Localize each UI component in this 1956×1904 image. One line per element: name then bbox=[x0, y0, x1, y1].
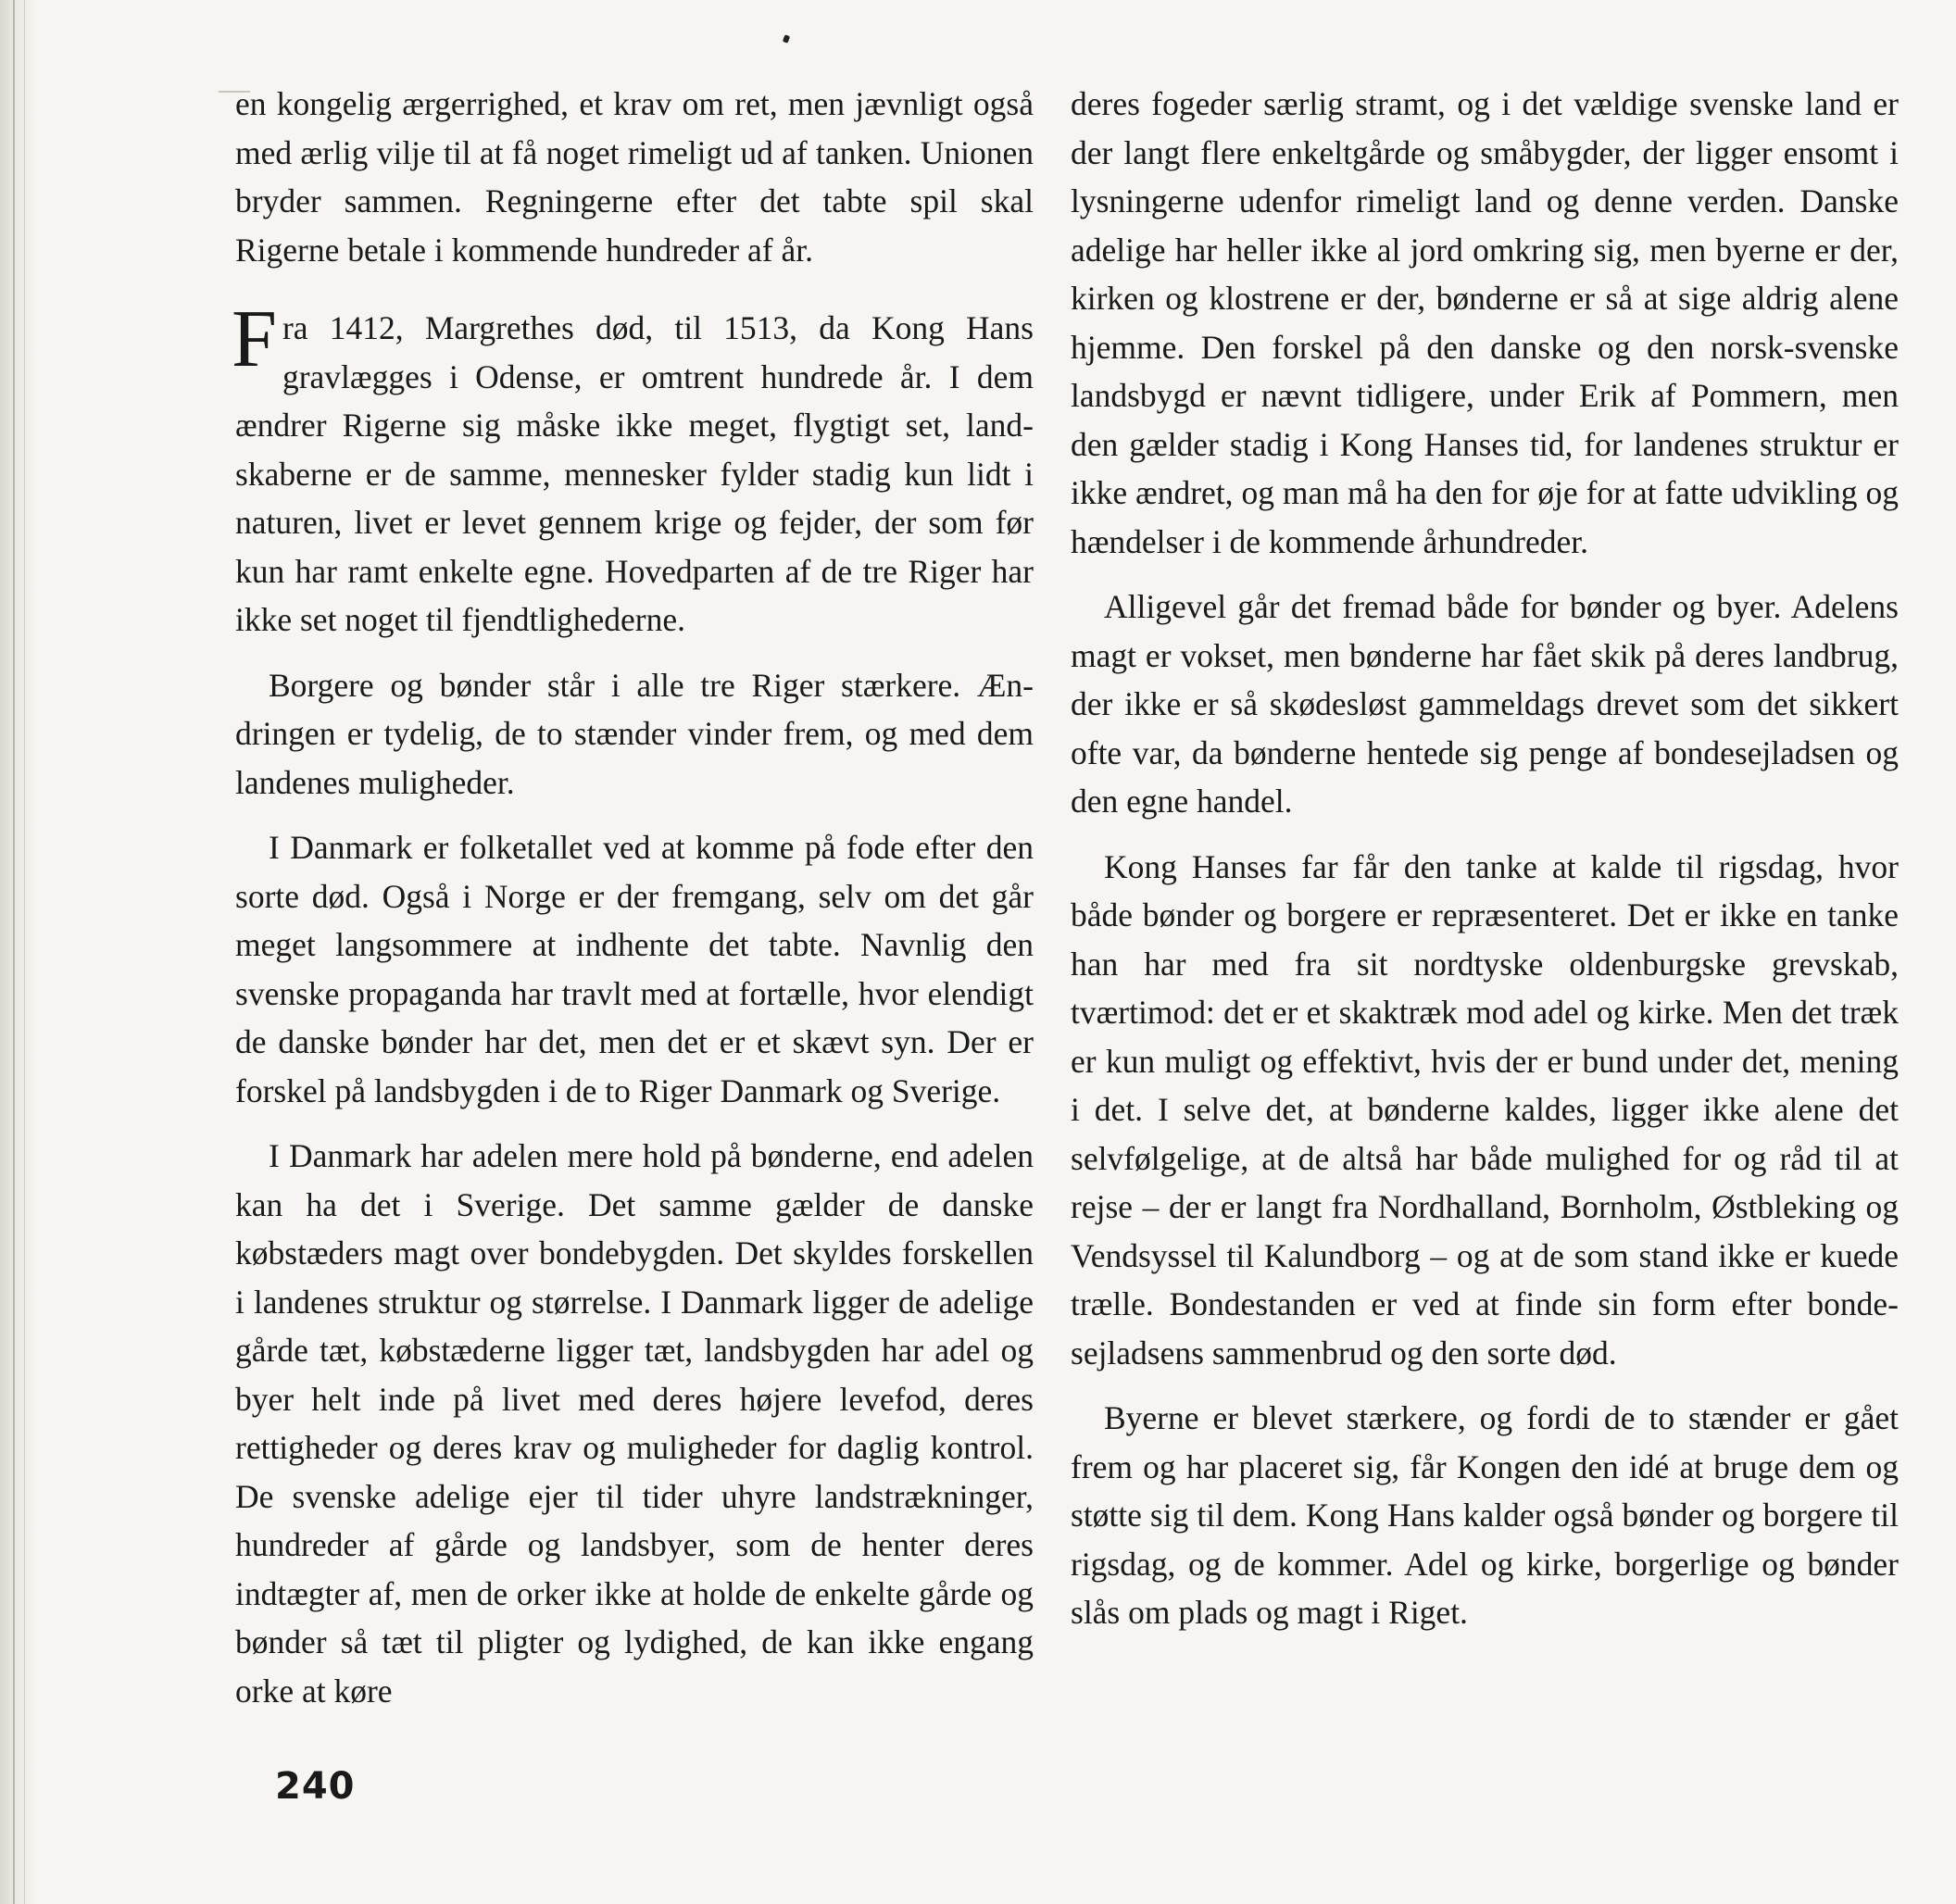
paragraph-right-3: Kong Hanses far får den tanke at kalde til rigsdag, hvor både bønder og borgere er repræsenteret. Det er ikke en tanke han har med fra sit nordtyske oldenburgske grevskab, tværtimod: det er et skaktræk mod adel og kirke. Men det træk er kun muligt og effektivt, hvis der er bund under det, mening i det. I selve det, at bønderne kaldes, ligger ikke alene det selvfølgelige, at de altså har både mulighed for og råd til at rejse – der er langt fra Nordhalland, Bornholm, Østbleking og Vendsyssel til Kalundborg – og at de som stand ikke er kuede trælle. Bondestanden er ved at finde sin form efter bondesejladsens sammenbrud og den sorte død. bbox=[1071, 847, 1899, 1372]
paragraph-left-2 bbox=[232, 294, 1034, 645]
book-gutter bbox=[0, 0, 33, 1904]
paragraph-right-4: Byerne er blevet stærkere, og fordi de to stænder er gået frem og har placeret sig, får Kongen den idé at bruge dem og støtte sig til dem. Kong Hans kalder også bønder og borgere til rigsdag, og de kommer. Adel og kirke, borgerlige og bønder slås om plads og magt i Riget. bbox=[1071, 1399, 1899, 1631]
gutter-edge-line-inner bbox=[24, 0, 25, 1904]
paragraph-left-2-text: ra 1412, Margrethes død, til 1513, da Kong Hans gravlægges i Odense, er omtrent hundrede år. I dem ændrer Rigerne sig måske ikke meget, flygtigt set, landskaberne er de samme, mennesker fylder stadig kun lidt i naturen, livet er levet gennem krige og fejder, der som før kun har ramt enkelte egne. Hovedparten af de tre Riger har ikke set noget til fjendtlighederne. bbox=[235, 309, 1034, 638]
paragraph-left-1: en kongelig ærgerrighed, et krav om ret, men jævnligt også med ærlig vilje til at få noget rimeligt ud af tanken. Unionen bryder sammen. Regningerne efter det tabte spil skal Rigerne betale i kommende hundreder af år. bbox=[235, 85, 1034, 269]
paragraph-right-2: Alligevel går det fremad både for bønder og byer. Adelens magt er vokset, men bønderne har fået skik på deres landbrug, der ikke er så skødesløst gammeldags drevet som det sikkert ofte var, da bønderne hentede sig penge af bondesejladsen og den egne handel. bbox=[1071, 588, 1899, 820]
left-text-column bbox=[232, 80, 1034, 1715]
paragraph-left-3: Borgere og bønder står i alle tre Riger stærkere. Ændringen er tydelig, de to stænder vinder frem, og med dem landenes muligheder. bbox=[235, 666, 1034, 801]
gutter-edge-line bbox=[13, 0, 15, 1904]
page-number: 240 bbox=[275, 1765, 356, 1808]
right-text-column bbox=[1071, 80, 1899, 1637]
paragraph-left-4: I Danmark er folketallet ved at komme på fode efter den sorte død. Også i Norge er der fremgang, selv om det går meget langsommere at indhente det tabte. Navnlig den svenske propaganda har travlt med at fortælle, hvor elendigt de danske bønder har det, men det er et skævt syn. Der er forskel på landsbygden i de to Riger Danmark og Sverige. bbox=[235, 829, 1034, 1109]
print-mark bbox=[783, 34, 790, 44]
paragraph-left-5: I Danmark har adelen mere hold på bønderne, end adelen kan ha det i Sverige. Det samme gælder de danske købstæders magt over bondebygden. Det skyldes forskellen i landenes struktur og størrelse. I Danmark ligger de adelige gårde tæt, købstæderne ligger tæt, landsbygden har adel og byer helt inde på livet med deres højere levefod, deres rettigheder og deres krav og muligheder for daglig kontrol. De svenske adelige ejer til tider uhyre landstrækninger, hundreder af gårde og landsbyer, som de henter deres indtægter af, men de orker ikke at holde de enkelte gårde og bønder så tæt til pligter og lydighed, de kan ikke engang orke at køre bbox=[235, 1137, 1034, 1710]
drop-cap: F bbox=[232, 294, 277, 384]
paragraph-right-1: deres fogeder særlig stramt, og i det vældige svenske land er der langt flere enkeltgårde og småbygder, der ligger ensomt i lysningerne udenfor rimeligt land og denne verden. Danske adelige har heller ikke al jord omkring sig, men byerne er der, kirken og klostrene er der, bønderne er så at sige aldrig alene hjemme. Den forskel på den danske og den norsk-svenske landsbygd er nævnt tidligere, under Erik af Pommern, men den gælder stadig i Kong Hanses tid, for landenes struktur er ikke ændret, og man må ha den for øje for at fatte udvikling og hændelser i de kommende århundreder. bbox=[1071, 85, 1899, 560]
